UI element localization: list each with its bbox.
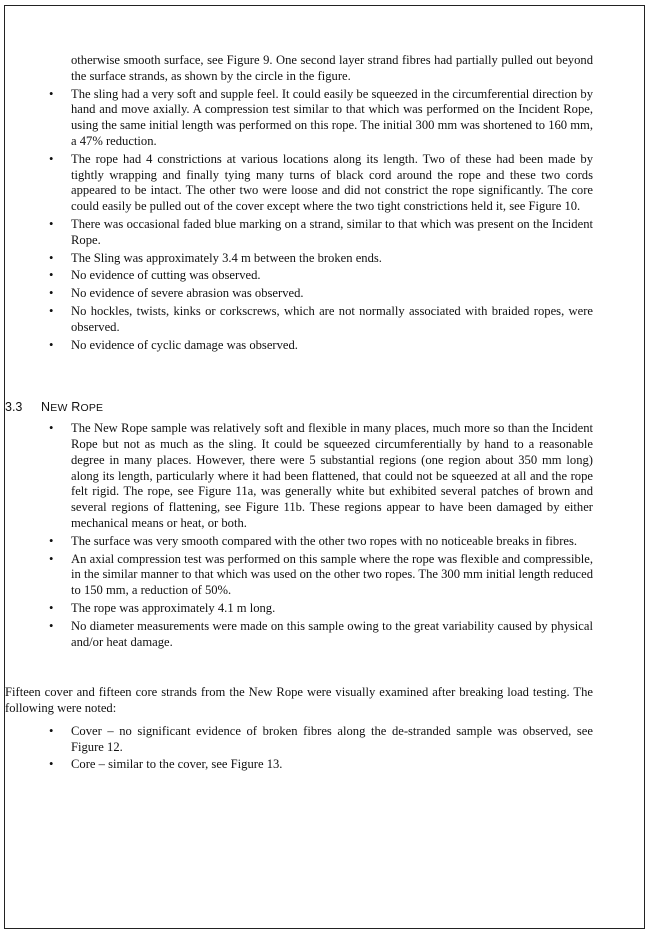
list-item — [27, 251, 593, 267]
list-item-text: The rope was approximately 4.1 m long. — [71, 600, 276, 615]
bullet-icon: • — [49, 723, 54, 738]
sling-observation-list — [27, 87, 593, 354]
bullet-icon: • — [49, 533, 54, 548]
list-item — [27, 552, 593, 599]
list-item — [27, 152, 593, 215]
bullet-icon: • — [49, 216, 54, 231]
list-item-text: The sling had a very soft and supple feel. It could easily be squeezed in the circumferential direction by hand and move axially. A compression test similar to that which was performed on the Incident Rope, using the same initial length was performed on this rope. The initial 300 mm was shortened to 160 mm, a 47% reduction. — [71, 86, 593, 148]
bullet-icon: • — [49, 268, 54, 283]
bullet-icon: • — [49, 286, 54, 301]
list-item-text: No hockles, twists, kinks or corkscrews, which are not normally associated with braided ropes, were observed. — [71, 303, 593, 334]
list-item-text: No evidence of cyclic damage was observed. — [71, 337, 298, 352]
list-item — [27, 87, 593, 150]
list-item — [27, 286, 593, 302]
list-item — [27, 619, 593, 651]
list-item-text: Cover – no significant evidence of broken fibres along the de-stranded sample was observed, see Figure 12. — [71, 723, 593, 754]
intro-continuation: otherwise smooth surface, see Figure 9. One second layer strand fibres had partially pulled out beyond the surface strands, as shown by the circle in the figure. — [71, 53, 593, 83]
list-item-text: Core – similar to the cover, see Figure 13. — [71, 757, 283, 772]
new-rope-observation-list — [27, 421, 593, 650]
bullet-icon: • — [49, 337, 54, 352]
list-item — [27, 338, 593, 354]
list-item-text: The New Rope sample was relatively soft and flexible in many places, much more so than the Incident Rope but not as much as the sling. It could be squeezed circumferentially by hand to a reasonable degree in many places. However, there were 5 substantial regions (one region about 350 mm long) along its length, particularly where it had been flattened, that could not be squeezed at all and the rope felt rigid. The rope, see Figure 11a, was generally white but exhibited several patches of brown and several regions of flattening, see Figure 11b. These regions appear to have been damaged by either mechanical means or heat, or both. — [71, 421, 593, 530]
section-title-initial: N — [41, 400, 51, 415]
list-item-text: The rope had 4 constrictions at various locations along its length. Two of these had been made by tightly wrapping and finally tying many turns of black cord around the rope and these two cords appeared to be intact. The other two were loose and did not constrict the rope significantly. The core could easily be pulled out of the cover except where the two tight constrictions held it, see Figure 10. — [71, 151, 593, 214]
list-item — [27, 724, 593, 756]
bullet-icon: • — [49, 757, 54, 772]
strand-observation-list — [27, 724, 593, 773]
section-number: 3.3 — [5, 400, 23, 415]
page-content — [5, 53, 593, 773]
bullet-icon: • — [49, 303, 54, 318]
list-item — [27, 757, 593, 773]
bullet-icon: • — [49, 250, 54, 265]
bullet-icon: • — [49, 618, 54, 633]
list-item-text: No diameter measurements were made on this sample owing to the great variability caused by physical and/or heat damage. — [71, 618, 593, 649]
list-item-text: The Sling was approximately 3.4 m between the broken ends. — [71, 250, 382, 265]
list-item-text: An axial compression test was performed on this sample where the rope was flexible and compressible, in the similar manner to that which was used on the other two ropes. The 300 mm initial length reduced to 150 mm, a reduction of 50%. — [71, 551, 593, 598]
examination-paragraph: Fifteen cover and fifteen core strands from the New Rope were visually examined after breaking load testing. The following were noted: — [5, 685, 593, 716]
list-item — [27, 268, 593, 284]
bullet-icon: • — [49, 600, 54, 615]
list-item-text: There was occasional faded blue marking on a strand, similar to that which was present on the Incident Rope. — [71, 216, 593, 247]
list-item-text: The surface was very smooth compared with the other two ropes with no noticeable breaks in fibres. — [71, 533, 578, 548]
bullet-icon: • — [49, 86, 54, 101]
section-title-rest: EW — [50, 402, 68, 415]
list-item — [27, 601, 593, 617]
list-item-text: No evidence of severe abrasion was observed. — [71, 286, 304, 301]
section-title-initial: R — [71, 400, 81, 415]
document-page — [4, 5, 645, 929]
list-item-text: No evidence of cutting was observed. — [71, 268, 261, 283]
list-item — [27, 217, 593, 249]
bullet-icon: • — [49, 551, 54, 566]
bullet-icon: • — [49, 151, 54, 166]
bullet-icon: • — [49, 421, 54, 436]
section-heading — [5, 400, 593, 417]
list-item — [27, 304, 593, 336]
section-title-rest: OPE — [80, 402, 104, 415]
section-title — [41, 400, 103, 417]
list-item — [27, 534, 593, 550]
list-item — [27, 421, 593, 532]
